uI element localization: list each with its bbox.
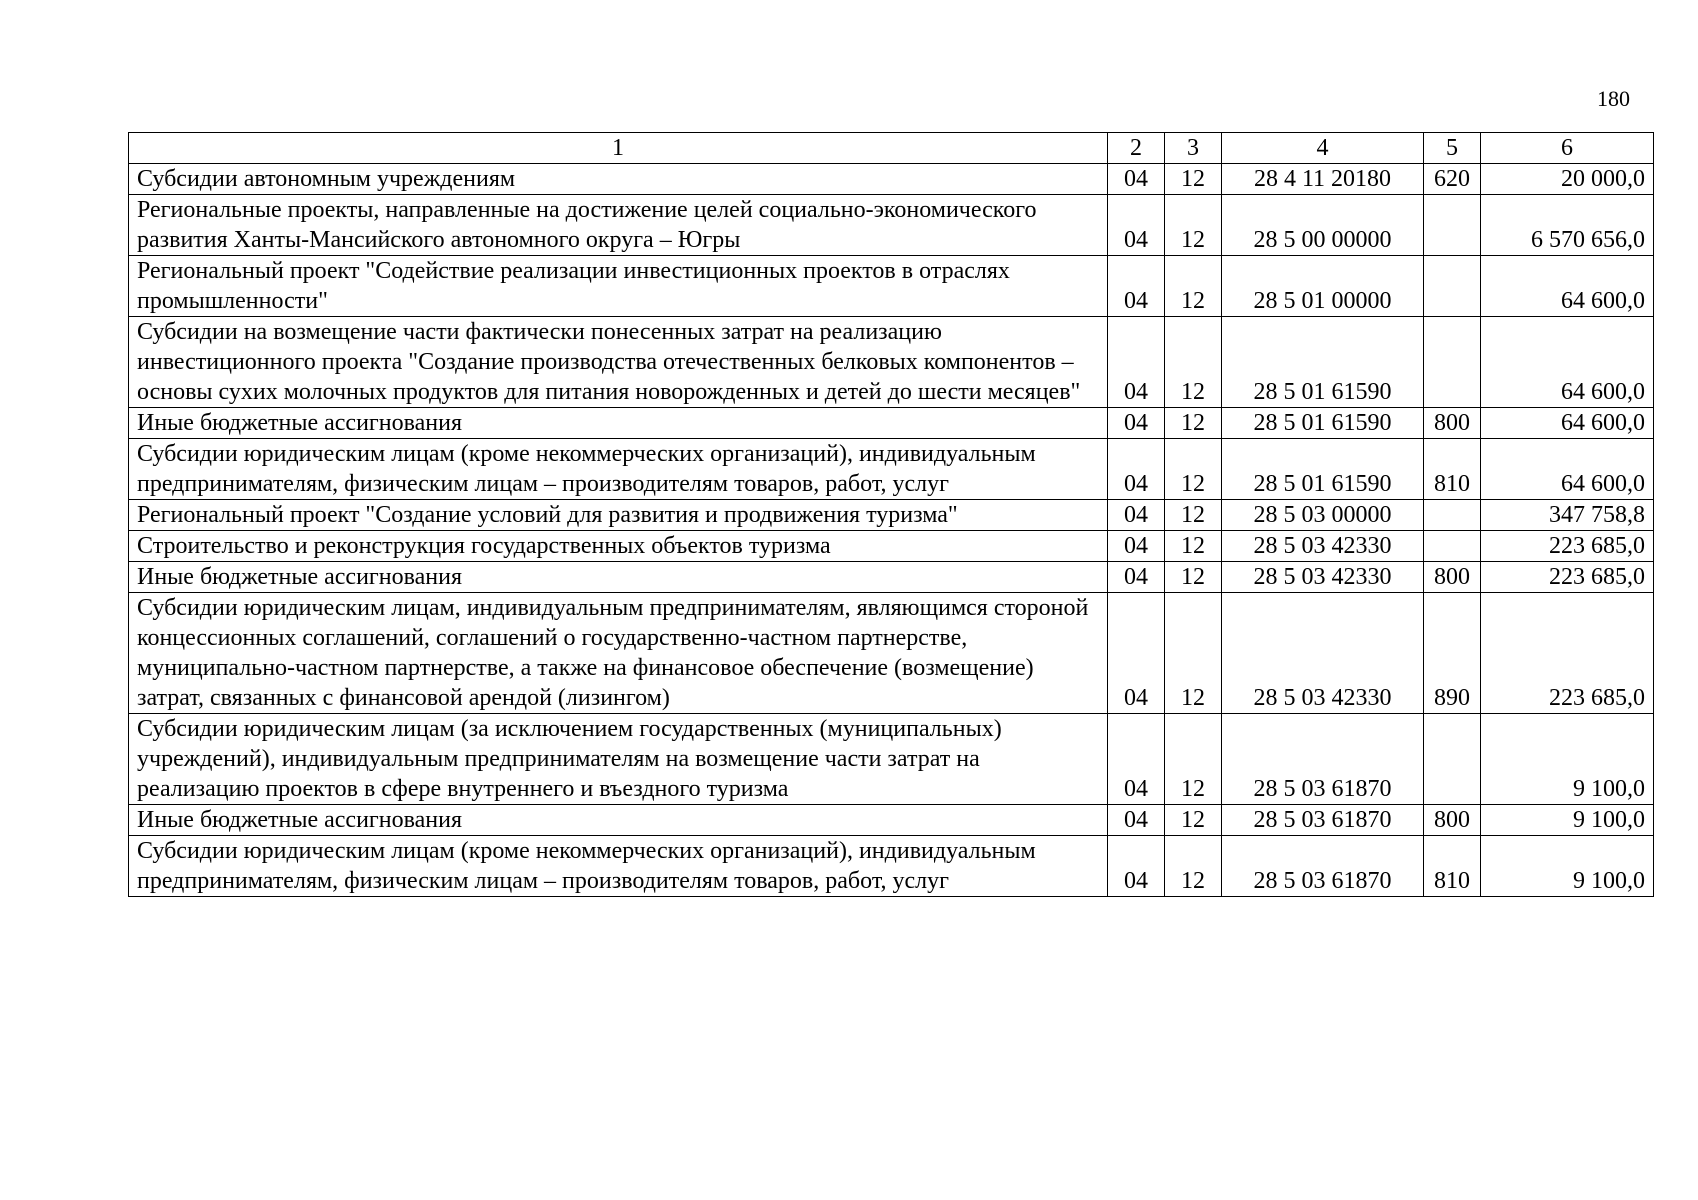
row-subsection-cell: 12 <box>1165 500 1222 531</box>
row-subsection-cell: 12 <box>1165 195 1222 256</box>
row-expense-type-cell <box>1424 714 1481 805</box>
table-row <box>129 195 1654 256</box>
row-target-article-cell: 28 5 03 61870 <box>1222 836 1424 897</box>
row-section-cell: 04 <box>1108 562 1165 593</box>
table-row <box>129 836 1654 897</box>
row-target-article-cell: 28 5 03 42330 <box>1222 562 1424 593</box>
row-expense-type-cell <box>1424 317 1481 408</box>
row-section-cell: 04 <box>1108 164 1165 195</box>
row-name-cell: Иные бюджетные ассигнования <box>129 805 1108 836</box>
row-name-cell: Субсидии юридическим лицам (за исключением государственных (муниципальных) учреждений), индивидуальным предпринимателям на возмещение части затрат на реализацию проектов в сфере внутреннего и въездного туризма <box>129 714 1108 805</box>
column-header: 4 <box>1222 133 1424 164</box>
table-row <box>129 256 1654 317</box>
row-target-article-cell: 28 4 11 20180 <box>1222 164 1424 195</box>
table-row <box>129 562 1654 593</box>
row-name-cell: Субсидии юридическим лицам (кроме некоммерческих организаций), индивидуальным предпринимателям, физическим лицам – производителям товаров, работ, услуг <box>129 439 1108 500</box>
row-target-article-cell: 28 5 01 61590 <box>1222 439 1424 500</box>
row-subsection-cell: 12 <box>1165 805 1222 836</box>
table-row <box>129 805 1654 836</box>
row-expense-type-cell <box>1424 256 1481 317</box>
row-amount-cell: 20 000,0 <box>1481 164 1654 195</box>
column-header: 5 <box>1424 133 1481 164</box>
table-body <box>129 164 1654 897</box>
row-amount-cell: 64 600,0 <box>1481 317 1654 408</box>
row-section-cell: 04 <box>1108 805 1165 836</box>
row-target-article-cell: 28 5 01 61590 <box>1222 317 1424 408</box>
table-row <box>129 408 1654 439</box>
row-section-cell: 04 <box>1108 408 1165 439</box>
table-row <box>129 593 1654 714</box>
row-section-cell: 04 <box>1108 317 1165 408</box>
row-amount-cell: 223 685,0 <box>1481 593 1654 714</box>
row-target-article-cell: 28 5 00 00000 <box>1222 195 1424 256</box>
row-subsection-cell: 12 <box>1165 408 1222 439</box>
row-name-cell: Иные бюджетные ассигнования <box>129 562 1108 593</box>
row-name-cell: Региональные проекты, направленные на достижение целей социально-экономического развития Ханты-Мансийского автономного округа – Югры <box>129 195 1108 256</box>
budget-table <box>128 132 1654 897</box>
column-header: 2 <box>1108 133 1165 164</box>
row-subsection-cell: 12 <box>1165 593 1222 714</box>
row-subsection-cell: 12 <box>1165 562 1222 593</box>
row-subsection-cell: 12 <box>1165 164 1222 195</box>
row-expense-type-cell <box>1424 531 1481 562</box>
row-amount-cell: 64 600,0 <box>1481 256 1654 317</box>
row-expense-type-cell: 800 <box>1424 408 1481 439</box>
row-subsection-cell: 12 <box>1165 714 1222 805</box>
page-number: 180 <box>1597 86 1630 111</box>
row-amount-cell: 223 685,0 <box>1481 562 1654 593</box>
row-name-cell: Субсидии юридическим лицам, индивидуальным предпринимателям, являющимся стороной концессионных соглашений, соглашений о государственно-частном партнерстве, муниципально-частном партнерстве, а также на финансовое обеспечение (возмещение) затрат, связанных с финансовой арендой (лизингом) <box>129 593 1108 714</box>
row-target-article-cell: 28 5 03 42330 <box>1222 531 1424 562</box>
row-subsection-cell: 12 <box>1165 256 1222 317</box>
row-target-article-cell: 28 5 03 61870 <box>1222 805 1424 836</box>
row-name-cell: Субсидии на возмещение части фактически понесенных затрат на реализацию инвестиционного проекта "Создание производства отечественных белковых компонентов – основы сухих молочных продуктов для питания новорожденных и детей до шести месяцев" <box>129 317 1108 408</box>
row-target-article-cell: 28 5 03 00000 <box>1222 500 1424 531</box>
row-name-cell: Иные бюджетные ассигнования <box>129 408 1108 439</box>
table-row <box>129 531 1654 562</box>
row-amount-cell: 9 100,0 <box>1481 805 1654 836</box>
row-amount-cell: 223 685,0 <box>1481 531 1654 562</box>
row-section-cell: 04 <box>1108 714 1165 805</box>
row-subsection-cell: 12 <box>1165 317 1222 408</box>
table-row <box>129 439 1654 500</box>
row-expense-type-cell: 810 <box>1424 439 1481 500</box>
row-name-cell: Региональный проект "Содействие реализации инвестиционных проектов в отраслях промышленности" <box>129 256 1108 317</box>
row-section-cell: 04 <box>1108 195 1165 256</box>
row-expense-type-cell: 810 <box>1424 836 1481 897</box>
row-section-cell: 04 <box>1108 500 1165 531</box>
row-amount-cell: 64 600,0 <box>1481 408 1654 439</box>
row-target-article-cell: 28 5 03 61870 <box>1222 714 1424 805</box>
table-row <box>129 164 1654 195</box>
column-header: 3 <box>1165 133 1222 164</box>
row-amount-cell: 6 570 656,0 <box>1481 195 1654 256</box>
row-expense-type-cell: 800 <box>1424 805 1481 836</box>
table-row <box>129 714 1654 805</box>
table-row <box>129 317 1654 408</box>
row-expense-type-cell <box>1424 500 1481 531</box>
row-amount-cell: 9 100,0 <box>1481 714 1654 805</box>
row-name-cell: Строительство и реконструкция государственных объектов туризма <box>129 531 1108 562</box>
row-target-article-cell: 28 5 01 61590 <box>1222 408 1424 439</box>
row-section-cell: 04 <box>1108 593 1165 714</box>
row-section-cell: 04 <box>1108 439 1165 500</box>
row-section-cell: 04 <box>1108 531 1165 562</box>
row-subsection-cell: 12 <box>1165 836 1222 897</box>
row-target-article-cell: 28 5 01 00000 <box>1222 256 1424 317</box>
row-expense-type-cell <box>1424 195 1481 256</box>
row-section-cell: 04 <box>1108 256 1165 317</box>
row-expense-type-cell: 620 <box>1424 164 1481 195</box>
row-expense-type-cell: 800 <box>1424 562 1481 593</box>
row-amount-cell: 64 600,0 <box>1481 439 1654 500</box>
row-amount-cell: 347 758,8 <box>1481 500 1654 531</box>
column-header: 1 <box>129 133 1108 164</box>
table-row <box>129 500 1654 531</box>
row-target-article-cell: 28 5 03 42330 <box>1222 593 1424 714</box>
row-expense-type-cell: 890 <box>1424 593 1481 714</box>
row-section-cell: 04 <box>1108 836 1165 897</box>
table-header-row <box>129 133 1654 164</box>
row-subsection-cell: 12 <box>1165 439 1222 500</box>
column-header: 6 <box>1481 133 1654 164</box>
row-name-cell: Субсидии юридическим лицам (кроме некоммерческих организаций), индивидуальным предпринимателям, физическим лицам – производителям товаров, работ, услуг <box>129 836 1108 897</box>
row-name-cell: Субсидии автономным учреждениям <box>129 164 1108 195</box>
row-subsection-cell: 12 <box>1165 531 1222 562</box>
row-amount-cell: 9 100,0 <box>1481 836 1654 897</box>
row-name-cell: Региональный проект "Создание условий для развития и продвижения туризма" <box>129 500 1108 531</box>
